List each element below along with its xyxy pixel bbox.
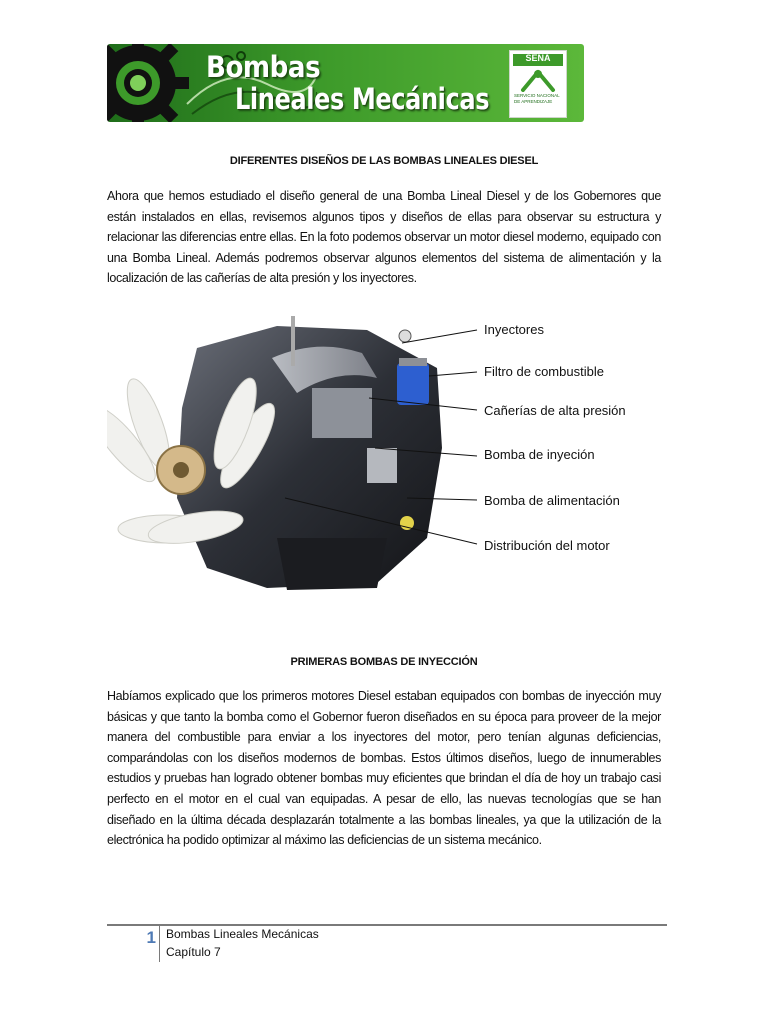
section-paragraph-first-pumps: Habíamos explicado que los primeros motores Diesel estaban equipados con bombas de inyección muy básicas y que tanto la bomba como el Gobernor fueron diseñados en su época para proveer de la mejor manera del combustible para enviar a los inyectores del motor, pero tenían algunas deficiencias, comparándolas con los diseños modernos de bombas. Estos últimos diseños, luego de innumerables estudios y pruebas han logrado obtener bombas muy eficientes que brindan el día de hoy un trabajo casi perfecto en el motor en el cual van equipadas. A pesar de ello, las nuevas tecnologías que se han diseñado en la última década desplazarán totalmente a las bombas lineales, ya que la utilización de la electrónica ha podido optimizar al máximo las deficiencias de un sistema mecánico. xyxy=(107,689,661,848)
section-heading-first-pumps: PRIMERAS BOMBAS DE INYECCIÓN xyxy=(290,656,478,668)
banner-title-line2: Lineales Mecánicas xyxy=(235,82,490,116)
banner-title-line1: Bombas xyxy=(206,50,321,84)
sena-logo-word: SENA xyxy=(525,53,551,63)
section-heading-designs: DIFERENTES DISEÑOS DE LAS BOMBAS LINEALES DIESEL xyxy=(229,155,539,167)
callout-bomba-alimentacion: Bomba de alimentación xyxy=(484,493,620,508)
callout-filtro: Filtro de combustible xyxy=(484,364,604,379)
engine-figure xyxy=(107,298,628,606)
footer-title: Bombas Lineales Mecánicas xyxy=(166,927,319,941)
fuel-filter-shape xyxy=(397,363,429,405)
section-paragraph-designs: Ahora que hemos estudiado el diseño general de una Bomba Lineal Diesel y de los Gobernores que están instalados en ellas, revisemos algunos tipos y diseños de ellas para observar su estructura y relacionar las diferencias entre ellas. En la foto podemos observar un motor diesel moderno, equipado con una Bomba Lineal. Además podremos observar algunos elementos del sistema de alimentación y la localización de las cañerías de alta presión y los inyectores. xyxy=(107,189,661,286)
sena-logo-subtitle: SERVICIO NACIONAL DE APRENDIZAJE xyxy=(514,93,560,104)
callout-inyectores: Inyectores xyxy=(484,322,544,337)
footer-separator xyxy=(159,926,160,962)
footer-rule xyxy=(107,924,667,926)
sena-logo xyxy=(509,50,567,118)
callout-canerias: Cañerías de alta presión xyxy=(484,403,626,418)
callout-bomba-inyeccion: Bomba de inyeción xyxy=(484,447,595,462)
page-number: 1 xyxy=(146,928,156,947)
callout-distribucion: Distribución del motor xyxy=(484,538,610,553)
footer-chapter: Capítulo 7 xyxy=(166,945,221,959)
header-banner xyxy=(107,44,584,122)
